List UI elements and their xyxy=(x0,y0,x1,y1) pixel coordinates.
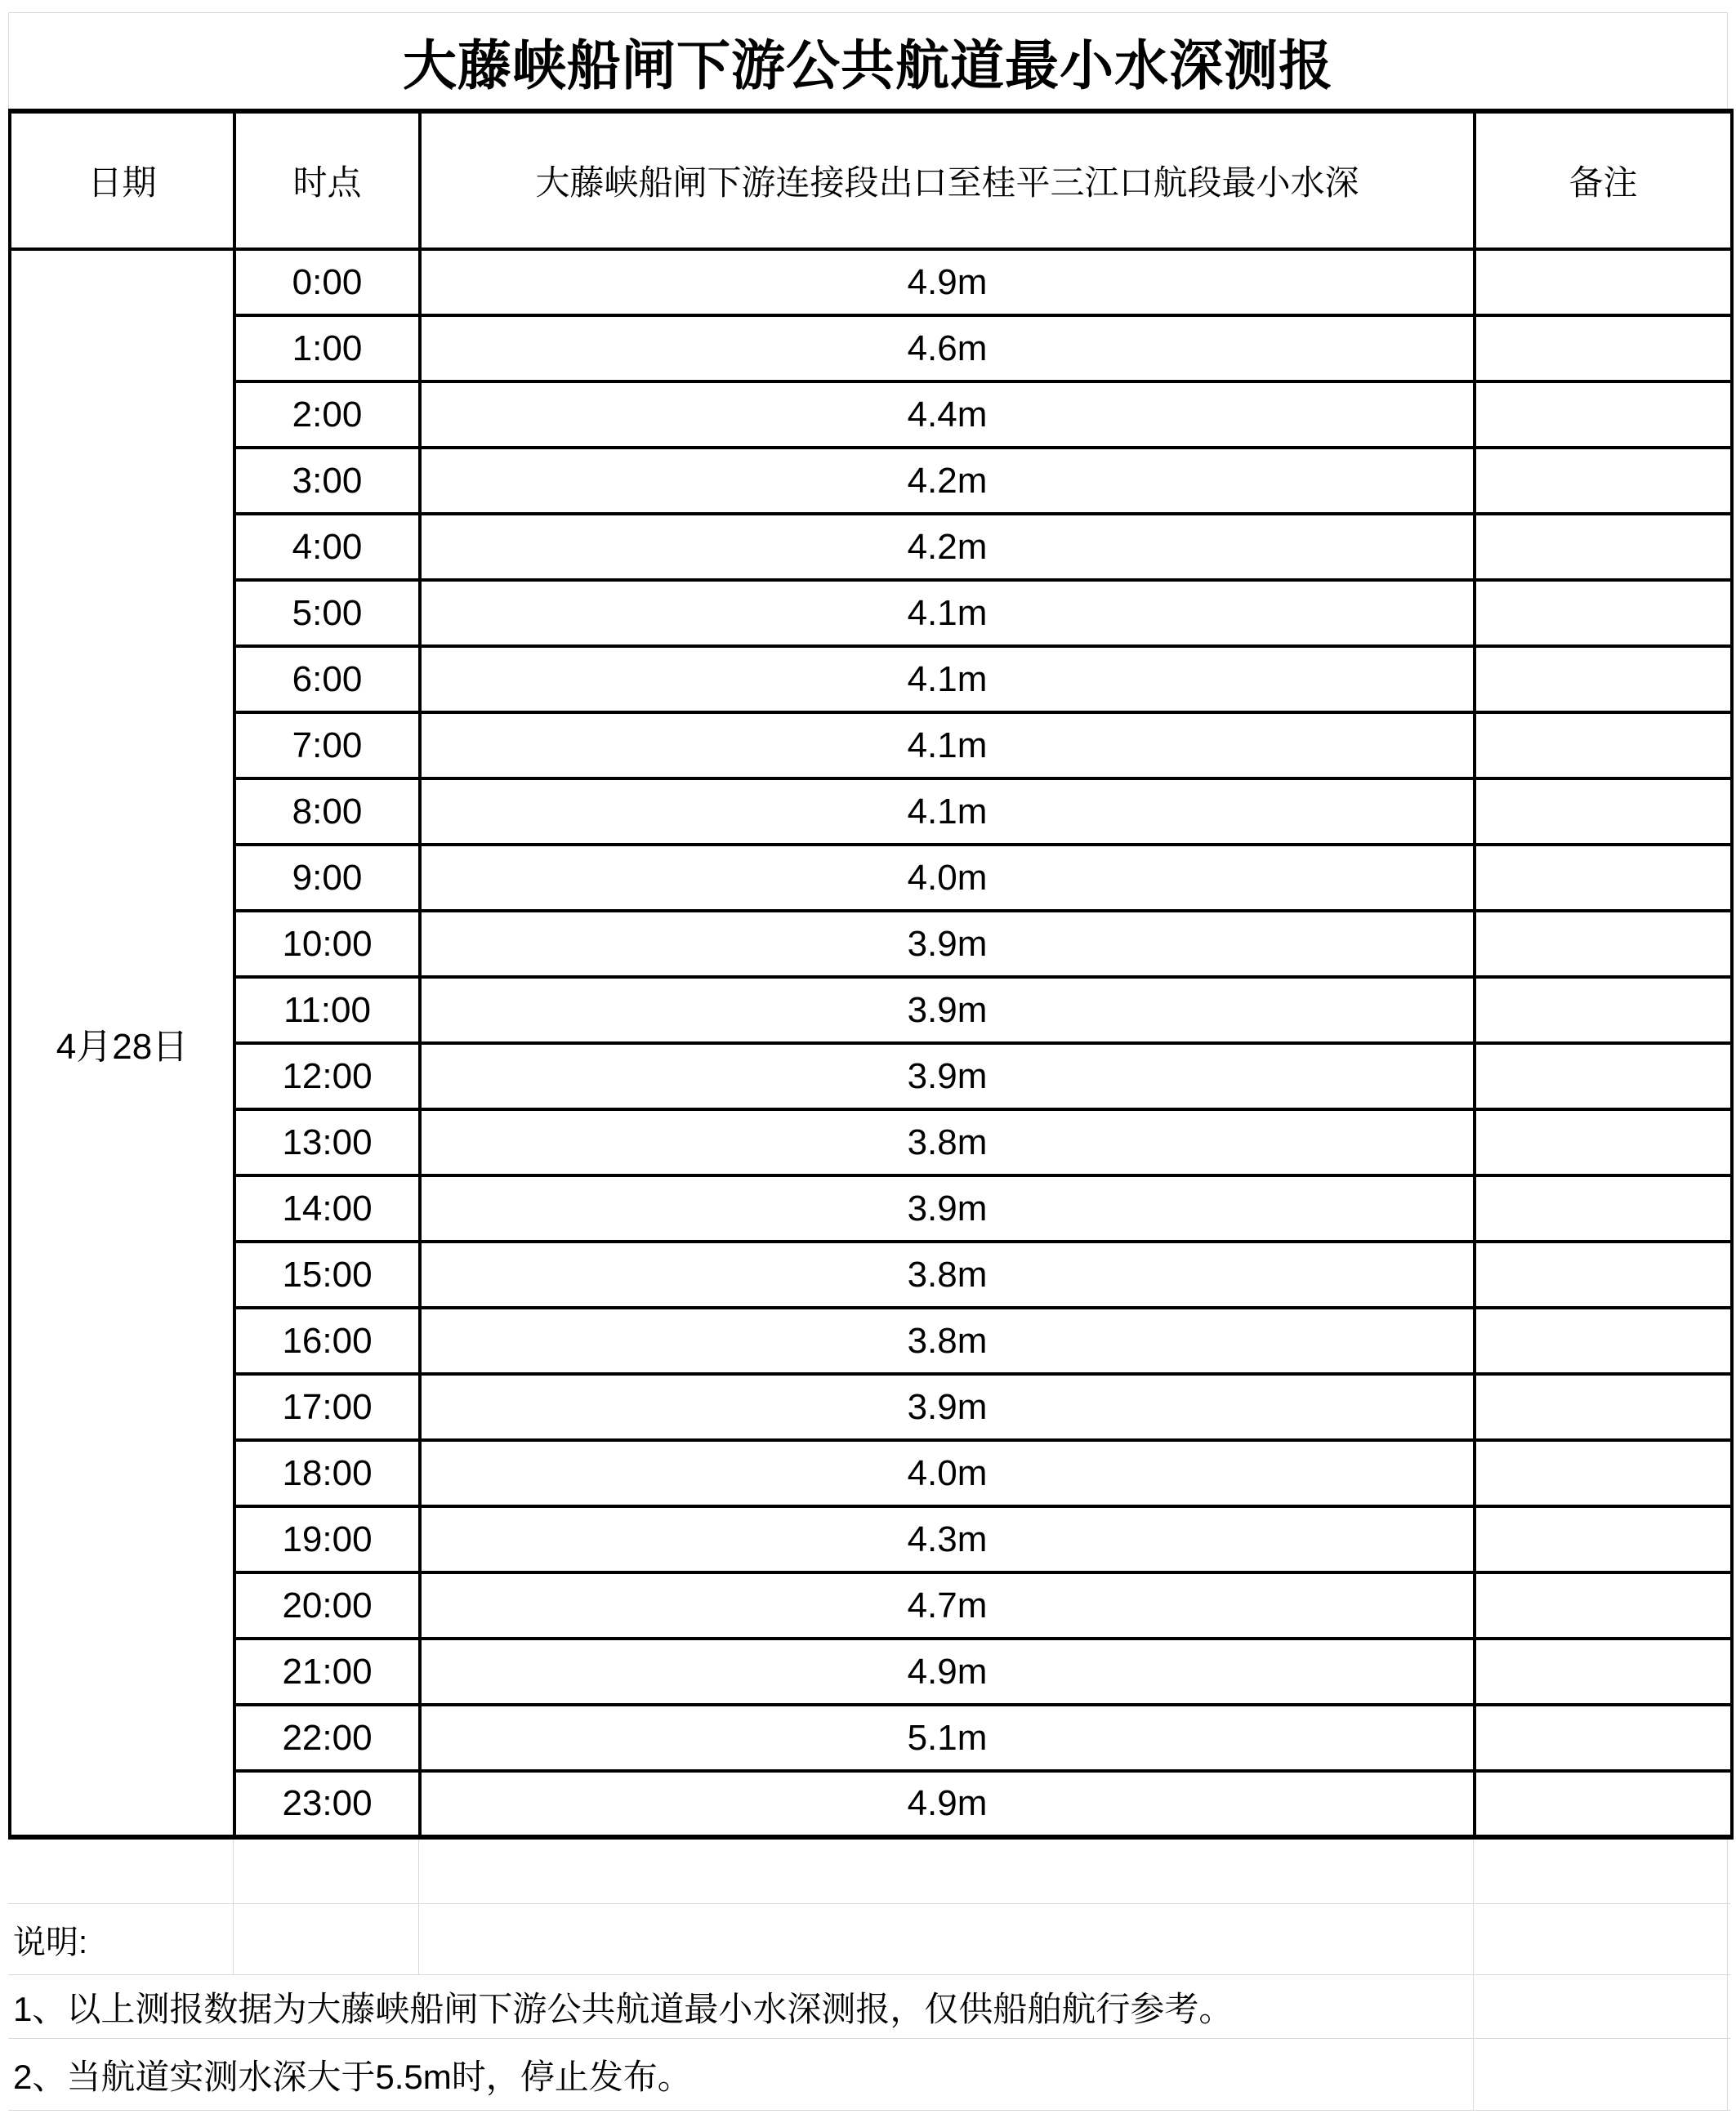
notes-label-row xyxy=(8,1904,1730,1975)
note-row xyxy=(8,1975,1730,2039)
time-cell: 17:00 xyxy=(234,1374,420,1440)
time-cell: 6:00 xyxy=(234,646,420,712)
table-row xyxy=(10,1109,1732,1175)
remark-cell xyxy=(1475,1506,1732,1572)
notes-label: 说明: xyxy=(13,1924,88,1960)
remark-cell xyxy=(1475,712,1732,778)
depth-cell: 4.1m xyxy=(420,778,1475,845)
depth-cell: 4.2m xyxy=(420,514,1475,580)
depth-cell: 3.8m xyxy=(420,1308,1475,1374)
table-row xyxy=(10,1771,1732,1837)
time-cell: 21:00 xyxy=(234,1639,420,1705)
remark-cell xyxy=(1475,911,1732,977)
remark-cell xyxy=(1475,778,1732,845)
depth-cell: 4.0m xyxy=(420,845,1475,911)
note-1: 1、以上测报数据为大藤峡船闸下游公共航道最小水深测报，仅供船舶航行参考。 xyxy=(13,1989,1234,2028)
time-cell: 4:00 xyxy=(234,514,420,580)
time-cell: 15:00 xyxy=(234,1242,420,1308)
depth-cell: 4.9m xyxy=(420,1771,1475,1837)
empty-grid-row xyxy=(8,1840,1730,1904)
remark-cell xyxy=(1475,580,1732,646)
table-row xyxy=(10,1374,1732,1440)
table-row xyxy=(10,580,1732,646)
remark-cell xyxy=(1475,249,1732,315)
depth-cell: 4.7m xyxy=(420,1572,1475,1639)
table-row xyxy=(10,1043,1732,1109)
depth-cell: 3.9m xyxy=(420,977,1475,1043)
depth-cell: 4.1m xyxy=(420,712,1475,778)
depth-cell: 4.1m xyxy=(420,580,1475,646)
time-cell: 2:00 xyxy=(234,381,420,448)
depth-table xyxy=(8,109,1734,1840)
table-row xyxy=(10,315,1732,381)
remark-cell xyxy=(1475,1175,1732,1242)
remark-cell xyxy=(1475,646,1732,712)
time-cell: 0:00 xyxy=(234,249,420,315)
footnotes-area xyxy=(8,1840,1730,2111)
depth-cell: 3.8m xyxy=(420,1109,1475,1175)
table-row xyxy=(10,646,1732,712)
depth-cell: 4.4m xyxy=(420,381,1475,448)
table-row xyxy=(10,1506,1732,1572)
header-date: 日期 xyxy=(10,111,234,249)
remark-cell xyxy=(1475,448,1732,514)
depth-cell: 4.6m xyxy=(420,315,1475,381)
date-cell: 4月28日 xyxy=(10,249,234,1837)
depth-cell: 4.9m xyxy=(420,249,1475,315)
page-title: 大藤峡船闸下游公共航道最小水深测报 xyxy=(8,12,1728,109)
time-cell: 7:00 xyxy=(234,712,420,778)
remark-cell xyxy=(1475,514,1732,580)
table-row xyxy=(10,911,1732,977)
time-cell: 18:00 xyxy=(234,1440,420,1506)
header-row xyxy=(10,111,1732,249)
remark-cell xyxy=(1475,1043,1732,1109)
time-cell: 14:00 xyxy=(234,1175,420,1242)
time-cell: 22:00 xyxy=(234,1705,420,1771)
depth-cell: 5.1m xyxy=(420,1705,1475,1771)
depth-cell: 4.9m xyxy=(420,1639,1475,1705)
table-row xyxy=(10,845,1732,911)
time-cell: 11:00 xyxy=(234,977,420,1043)
report-sheet xyxy=(8,12,1730,2111)
remark-cell xyxy=(1475,1109,1732,1175)
remark-cell xyxy=(1475,1572,1732,1639)
time-cell: 19:00 xyxy=(234,1506,420,1572)
time-cell: 8:00 xyxy=(234,778,420,845)
remark-cell xyxy=(1475,1771,1732,1837)
table-row xyxy=(10,1440,1732,1506)
remark-cell xyxy=(1475,1242,1732,1308)
depth-cell: 4.1m xyxy=(420,646,1475,712)
time-cell: 16:00 xyxy=(234,1308,420,1374)
table-row xyxy=(10,249,1732,315)
time-cell: 20:00 xyxy=(234,1572,420,1639)
remark-cell xyxy=(1475,977,1732,1043)
depth-cell: 4.0m xyxy=(420,1440,1475,1506)
note-row xyxy=(8,2039,1730,2111)
header-remark: 备注 xyxy=(1475,111,1732,249)
table-row xyxy=(10,1639,1732,1705)
table-row xyxy=(10,977,1732,1043)
note-2: 2、当航道实测水深大于5.5m时，停止发布。 xyxy=(13,2057,692,2096)
table-row xyxy=(10,1705,1732,1771)
depth-cell: 3.8m xyxy=(420,1242,1475,1308)
table-row xyxy=(10,1175,1732,1242)
remark-cell xyxy=(1475,1374,1732,1440)
time-cell: 10:00 xyxy=(234,911,420,977)
depth-cell: 3.9m xyxy=(420,1043,1475,1109)
table-row xyxy=(10,1572,1732,1639)
table-row xyxy=(10,1308,1732,1374)
time-cell: 13:00 xyxy=(234,1109,420,1175)
table-row xyxy=(10,1242,1732,1308)
remark-cell xyxy=(1475,1639,1732,1705)
time-cell: 1:00 xyxy=(234,315,420,381)
table-row xyxy=(10,778,1732,845)
header-depth: 大藤峡船闸下游连接段出口至桂平三江口航段最小水深 xyxy=(420,111,1475,249)
time-cell: 5:00 xyxy=(234,580,420,646)
table-row xyxy=(10,448,1732,514)
remark-cell xyxy=(1475,1440,1732,1506)
depth-cell: 3.9m xyxy=(420,1175,1475,1242)
remark-cell xyxy=(1475,1705,1732,1771)
table-row xyxy=(10,381,1732,448)
depth-cell: 3.9m xyxy=(420,911,1475,977)
remark-cell xyxy=(1475,1308,1732,1374)
time-cell: 9:00 xyxy=(234,845,420,911)
time-cell: 3:00 xyxy=(234,448,420,514)
remark-cell xyxy=(1475,845,1732,911)
remark-cell xyxy=(1475,315,1732,381)
header-time: 时点 xyxy=(234,111,420,249)
depth-cell: 4.2m xyxy=(420,448,1475,514)
table-row xyxy=(10,712,1732,778)
remark-cell xyxy=(1475,381,1732,448)
time-cell: 23:00 xyxy=(234,1771,420,1837)
depth-cell: 3.9m xyxy=(420,1374,1475,1440)
table-row xyxy=(10,514,1732,580)
depth-cell: 4.3m xyxy=(420,1506,1475,1572)
time-cell: 12:00 xyxy=(234,1043,420,1109)
